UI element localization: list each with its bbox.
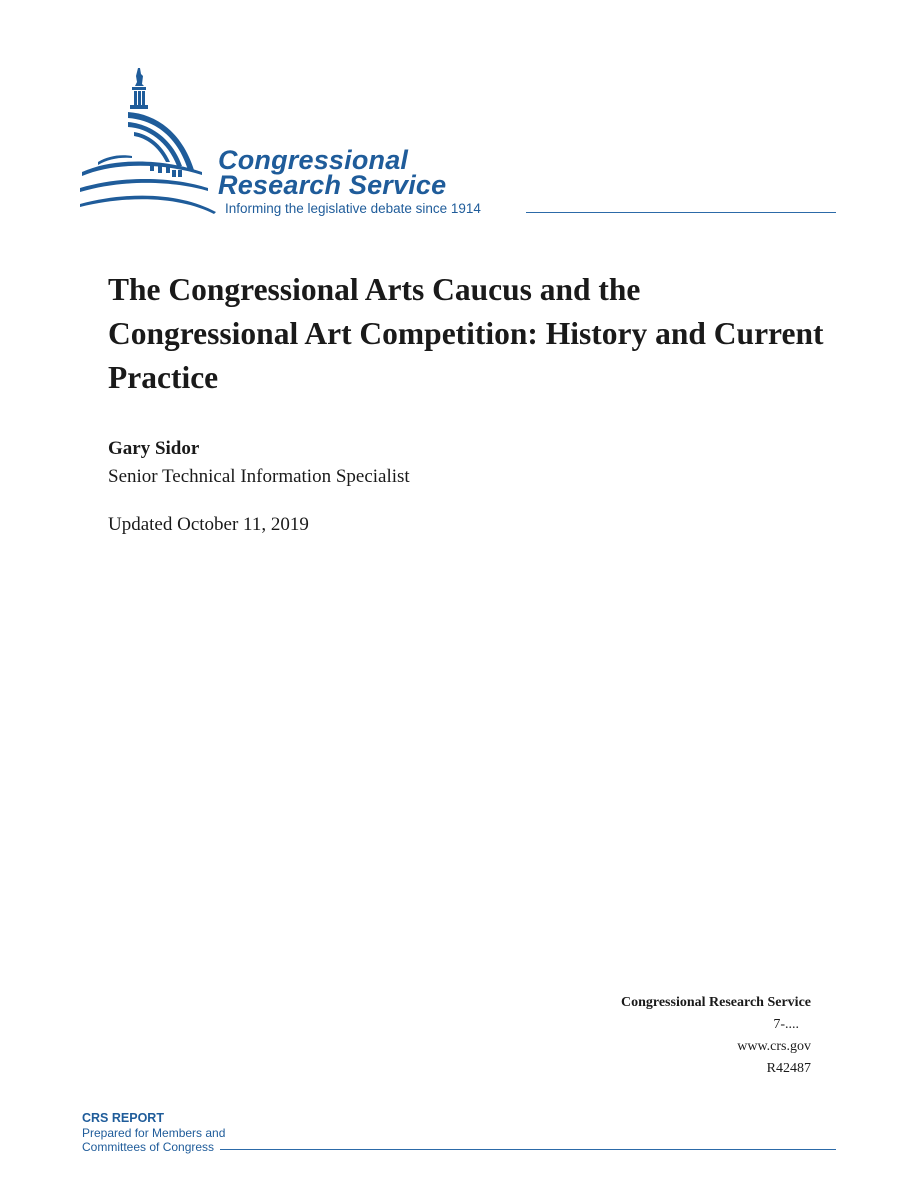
footer-committees: Committees of Congress	[82, 1140, 215, 1154]
footer-crs-report: CRS REPORT	[82, 1111, 164, 1125]
website-link[interactable]: www.crs.gov	[737, 1039, 811, 1054]
report-number: R42487	[766, 1061, 811, 1076]
publisher-name: Congressional Research Service	[620, 995, 811, 1010]
footer-prepared-for: Prepared for Members and	[82, 1126, 226, 1140]
capitol-dome-icon	[78, 66, 218, 216]
updated-date: Updated October 11, 2019	[108, 514, 309, 535]
header-divider	[526, 212, 836, 213]
document-title: The Congressional Arts Caucus and the Congressional Art Competition: History and Current Practice	[108, 272, 824, 395]
footer-divider	[220, 1149, 836, 1150]
logo-wordmark-line1: Congressional	[218, 145, 409, 175]
author-name: Gary Sidor	[108, 438, 200, 459]
logo-wordmark-line2: Research Service	[218, 170, 447, 200]
author-role: Senior Technical Information Specialist	[108, 466, 410, 487]
logo-tagline: Informing the legislative debate since 1914	[225, 201, 481, 216]
version-number: 7-....	[773, 1017, 799, 1032]
publication-info	[621, 992, 811, 1080]
